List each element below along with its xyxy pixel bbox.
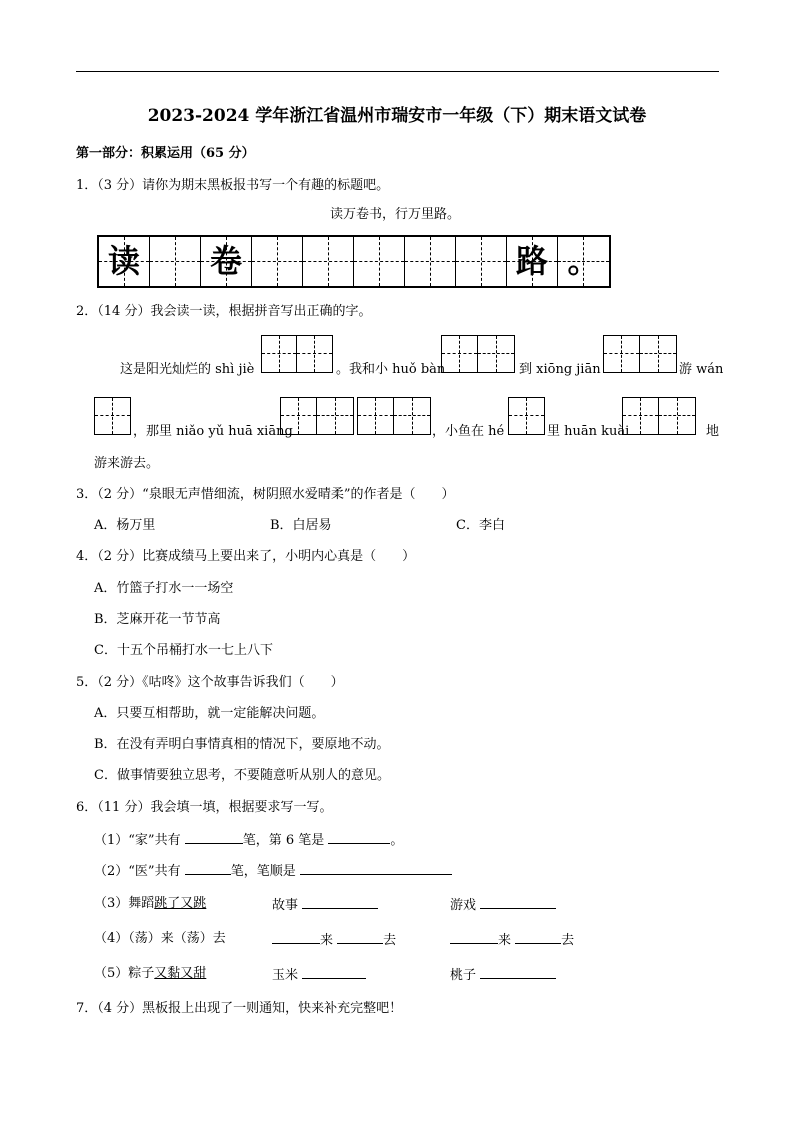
blank-youxi[interactable] xyxy=(480,895,556,909)
q6-r3-c xyxy=(450,895,556,915)
grid-cell[interactable] xyxy=(354,237,405,286)
q3-stem: 3．（2 分）“泉眼无声惜细流，树阴照水爱晴柔”的作者是（ ） xyxy=(76,487,455,502)
blank-stroke-count-yi[interactable] xyxy=(185,861,231,875)
tianzige-cell[interactable] xyxy=(358,398,394,434)
tianzige-cell[interactable] xyxy=(262,336,297,372)
q6-r5-label: （5）粽子 xyxy=(94,966,155,981)
answer-box-huankuai[interactable] xyxy=(622,397,696,435)
q6-r2-a: （2）“医”共有 xyxy=(94,864,181,879)
q2-line1-d: 游 wán xyxy=(679,362,724,377)
q2-line2-b: ，小鱼在 hé xyxy=(432,424,505,439)
blank-qu-2[interactable] xyxy=(515,930,561,944)
grid-cell[interactable] xyxy=(150,237,201,286)
q1-writing-grid[interactable] xyxy=(97,235,611,288)
tianzige-cell[interactable] xyxy=(478,336,514,372)
tianzige-cell[interactable] xyxy=(640,336,676,372)
blank-stroke-count-jia[interactable] xyxy=(185,830,243,844)
tianzige-cell[interactable] xyxy=(604,336,640,372)
q6-r1 xyxy=(94,830,403,850)
q3-option-c[interactable]: C．李白 xyxy=(456,518,505,533)
q4-option-c[interactable]: C．十五个吊桶打水一七上八下 xyxy=(94,643,273,658)
blank-sixth-stroke[interactable] xyxy=(328,830,390,844)
blank-stroke-order[interactable] xyxy=(300,861,452,875)
answer-box-huoban[interactable] xyxy=(441,335,515,373)
tianzige-cell[interactable] xyxy=(297,336,332,372)
q5-stem: 5．（2 分）《咕咚》这个故事告诉我们（ ） xyxy=(76,675,344,690)
tianzige-cell[interactable] xyxy=(659,398,695,434)
tianzige-cell[interactable] xyxy=(281,398,317,434)
tianzige-cell[interactable] xyxy=(394,398,430,434)
grid-cell[interactable] xyxy=(201,237,252,286)
blank-gushi[interactable] xyxy=(302,895,378,909)
tianzige-cell[interactable] xyxy=(509,398,544,434)
q6-r1-b: 笔，第 6 笔是 xyxy=(242,833,325,848)
q6-r2 xyxy=(94,861,452,881)
q6-r4-b xyxy=(272,930,396,950)
q2-line1-b: 。我和小 huǒ bàn xyxy=(336,362,446,377)
answer-box-huaxiang[interactable] xyxy=(357,397,431,435)
tianzige-cell[interactable] xyxy=(95,398,130,434)
q6-r2-b: 笔，笔顺是 xyxy=(230,864,296,879)
q4-option-a[interactable]: A．竹篮子打水一一场空 xyxy=(94,581,234,596)
page-title: 2023-2024 学年浙江省温州市瑞安市一年级（下）期末语文试卷 xyxy=(147,106,647,126)
grid-cell[interactable] xyxy=(456,237,507,286)
q6-r4-b1: 来 xyxy=(320,933,334,948)
q6-r1-a: （1）“家”共有 xyxy=(94,833,181,848)
grid-cell[interactable] xyxy=(405,237,456,286)
top-rule xyxy=(76,71,719,72)
tianzige-cell[interactable] xyxy=(623,398,659,434)
q6-r5-a xyxy=(94,965,206,983)
q2-line1-c: 到 xiōng jiān xyxy=(519,362,601,377)
q6-r4-a: （4）（荡）来（荡）去 xyxy=(94,931,226,946)
q6-r3-label: （3）舞蹈 xyxy=(94,896,155,911)
blank-yumi[interactable] xyxy=(302,965,366,979)
q6-r5-b-label: 玉米 xyxy=(272,968,299,983)
q6-r3-underlined: 跳了又跳 xyxy=(154,896,207,911)
answer-box-niaoyu[interactable] xyxy=(280,397,354,435)
q2-line1-a: 这是阳光灿烂的 shì jiè xyxy=(120,362,255,377)
grid-cell[interactable] xyxy=(99,237,150,286)
q6-stem: 6．（11 分）我会填一填，根据要求写一写。 xyxy=(76,800,333,815)
q6-r5-b xyxy=(272,965,366,985)
grid-cell[interactable] xyxy=(303,237,354,286)
q6-r1-c: 。 xyxy=(390,833,404,848)
grid-char: 。 xyxy=(567,242,600,280)
section-heading: 第一部分：积累运用（65 分） xyxy=(76,146,255,161)
q6-r3-b-label: 故事 xyxy=(272,898,299,913)
tianzige-cell[interactable] xyxy=(317,398,353,434)
q6-r5-c-label: 桃子 xyxy=(450,968,477,983)
blank-lai-1[interactable] xyxy=(272,930,320,944)
grid-char: 路 xyxy=(515,242,548,280)
q1-sample: 读万卷书，行万里路。 xyxy=(330,207,461,222)
q6-r4-c xyxy=(450,930,574,950)
blank-taozi[interactable] xyxy=(480,965,556,979)
answer-box-shijie[interactable] xyxy=(261,335,333,373)
q2-line2-a: ，那里 niǎo yǔ huā xiāng xyxy=(133,424,293,439)
q6-r3-c-label: 游戏 xyxy=(450,898,477,913)
q6-r5-underlined: 又黏又甜 xyxy=(154,966,207,981)
blank-qu-1[interactable] xyxy=(337,930,383,944)
q2-line3: 游来游去。 xyxy=(94,456,160,471)
blank-lai-2[interactable] xyxy=(450,930,498,944)
q2-line2-d: 地 xyxy=(706,424,720,439)
grid-cell[interactable] xyxy=(507,237,558,286)
q5-option-b[interactable]: B．在没有弄明白事情真相的情况下，要原地不动。 xyxy=(94,737,390,752)
answer-box-wan[interactable] xyxy=(94,397,131,435)
q5-option-c[interactable]: C．做事情要独立思考，不要随意听从别人的意见。 xyxy=(94,768,390,783)
grid-char: 读 xyxy=(107,242,140,280)
grid-cell[interactable] xyxy=(252,237,303,286)
answer-box-xiongjian[interactable] xyxy=(603,335,677,373)
q2-line2-c: 里 huān kuài xyxy=(547,424,630,439)
q6-r5-c xyxy=(450,965,556,985)
q6-r4-c1: 来 xyxy=(498,933,512,948)
q3-option-a[interactable]: A．杨万里 xyxy=(94,518,156,533)
tianzige-cell[interactable] xyxy=(442,336,478,372)
q5-option-a[interactable]: A．只要互相帮助，就一定能解决问题。 xyxy=(94,706,325,721)
grid-cell[interactable] xyxy=(558,237,609,286)
q1-stem: 1．（3 分）请你为期末黑板报书写一个有趣的标题吧。 xyxy=(76,178,390,193)
answer-box-he[interactable] xyxy=(508,397,545,435)
q6-r4-b2: 去 xyxy=(383,933,397,948)
q6-r4-c2: 去 xyxy=(561,933,575,948)
q6-r3-b xyxy=(272,895,378,915)
grid-char: 卷 xyxy=(209,242,242,280)
q4-option-b[interactable]: B．芝麻开花一节节高 xyxy=(94,612,221,627)
q3-option-b[interactable]: B．白居易 xyxy=(270,518,332,533)
q2-stem: 2．（14 分）我会读一读，根据拼音写出正确的字。 xyxy=(76,304,372,319)
q4-stem: 4．（2 分）比赛成绩马上要出来了，小明内心真是（ ） xyxy=(76,549,416,564)
q6-r3-a xyxy=(94,895,206,913)
q7-stem: 7．（4 分）黑板报上出现了一则通知，快来补充完整吧！ xyxy=(76,1001,403,1016)
